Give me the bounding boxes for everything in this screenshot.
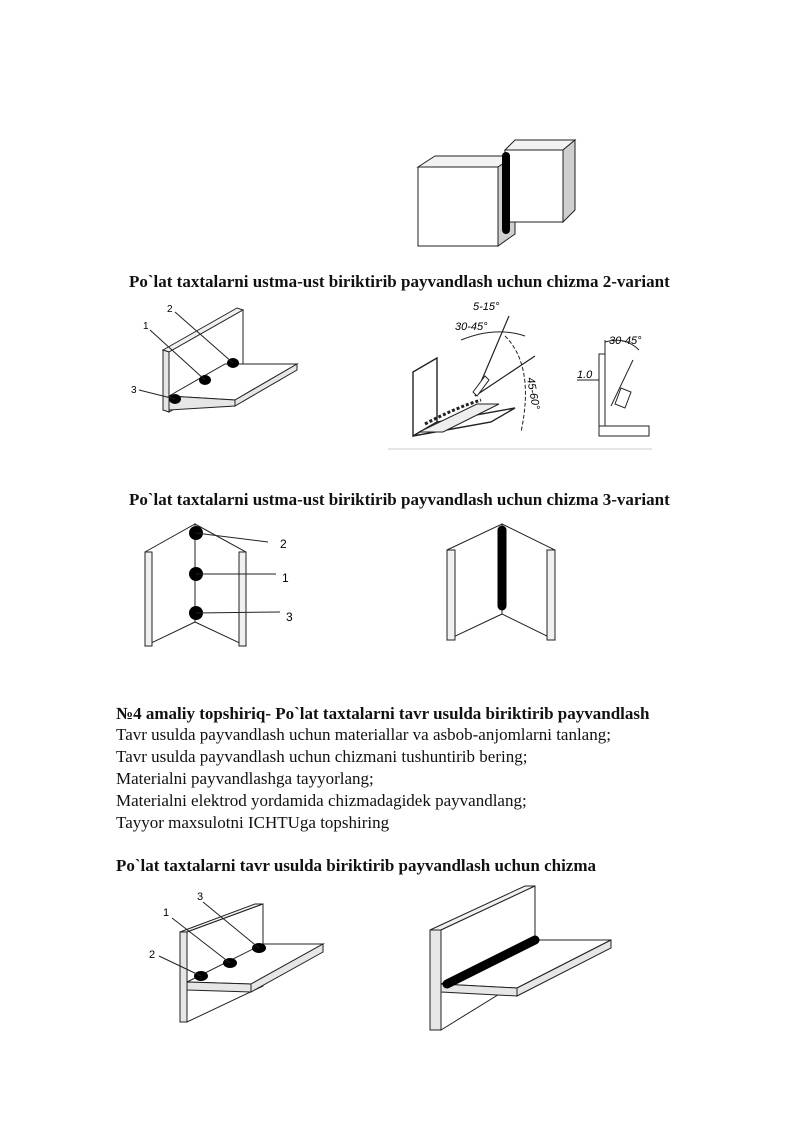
tee-label-2: 2 xyxy=(149,949,156,961)
angle-label-4: 30-45° xyxy=(609,335,642,347)
caption-variant-3: Po`lat taxtalarni ustma-ust biriktirib payvandlash uchun chizma 3-variant xyxy=(129,490,670,509)
angle-label-3: 45-60° xyxy=(524,376,542,411)
spot-label-3: 3 xyxy=(286,610,293,624)
spot-label-2: 2 xyxy=(280,537,287,551)
angle-label-2: 30-45° xyxy=(455,321,488,333)
label-3: 3 xyxy=(131,385,137,396)
task-step: Materialni elektrod yordamida chizmadagidek payvandlang; xyxy=(116,791,527,810)
caption-variant-2: Po`lat taxtalarni ustma-ust biriktirib payvandlash uchun chizma 2-variant xyxy=(129,272,670,291)
gap-label: 1.0 xyxy=(577,369,593,381)
inner-corner-seam-figure xyxy=(442,520,562,642)
label-2: 2 xyxy=(167,304,173,315)
tee-joint-seam-figure xyxy=(425,880,615,1034)
task-step: Tavr usulda payvandlash uchun materiallar va asbob-anjomlarni tanlang; xyxy=(116,725,611,744)
tee-label-1: 1 xyxy=(163,907,170,919)
caption-tee: Po`lat taxtalarni tavr usulda biriktirib payvandlash uchun chizma xyxy=(116,856,597,875)
electrode-angle-figure xyxy=(385,296,655,452)
angle-label-1: 5-15° xyxy=(473,301,500,313)
task-step: Tavr usulda payvandlash uchun chizmani tushuntirib bering; xyxy=(116,747,528,766)
corner-joint-spot-figure xyxy=(125,300,305,418)
tee-joint-spot-figure xyxy=(145,888,330,1026)
label-1: 1 xyxy=(143,321,149,332)
task-title: №4 amaliy topshiriq- Po`lat taxtalarni tavr usulda biriktirib payvandlash xyxy=(116,704,650,723)
inner-corner-spot-figure xyxy=(140,520,300,648)
task-step: Tayyor maxsulotni ICHTUga topshiring xyxy=(116,813,390,832)
tee-label-3: 3 xyxy=(197,891,204,903)
spot-label-1: 1 xyxy=(282,571,289,585)
butt-joint-figure xyxy=(415,138,580,250)
task-step: Materialni payvandlashga tayyorlang; xyxy=(116,769,374,788)
task-block xyxy=(116,704,756,834)
